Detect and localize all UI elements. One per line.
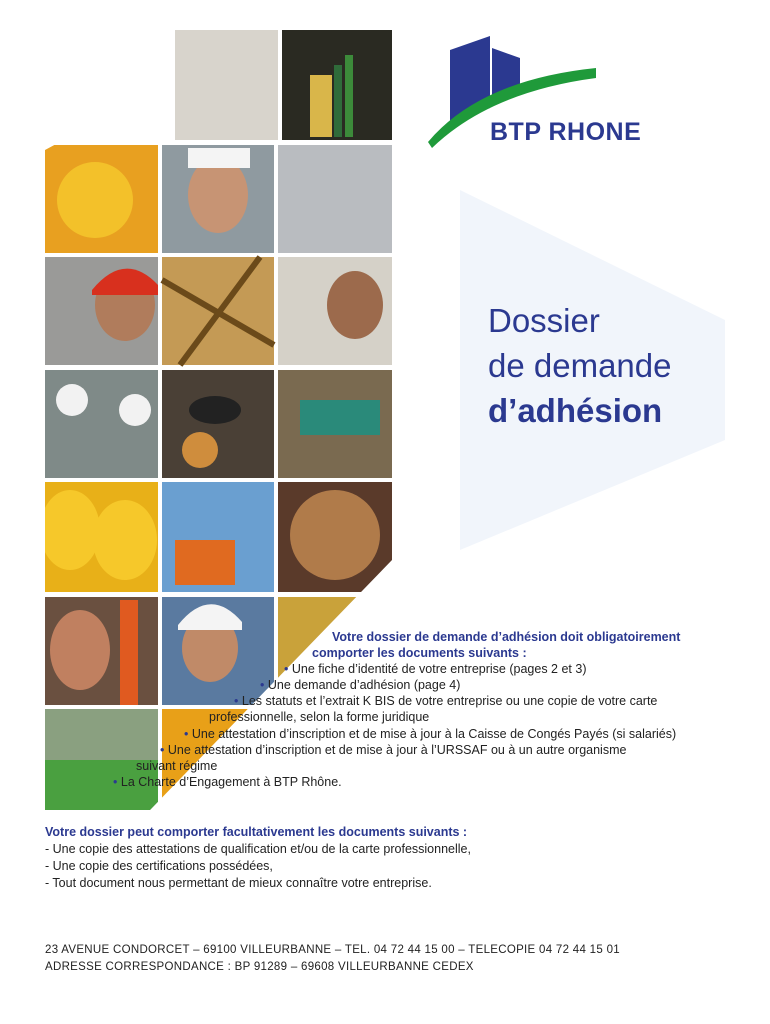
address-line-1: 23 AVENUE CONDORCET – 69100 VILLEURBANNE – TEL. 04 72 44 15 00 – TELECOPIE 04 72 44 15 01 [45,944,620,956]
required-item: • La Charte d’Engagement à BTP Rhône. [113,775,342,789]
required-item: • Une fiche d’identité de votre entreprise (pages 2 et 3) [284,662,587,676]
required-item-continued: suivant régime [136,759,218,773]
page-title [488,298,671,433]
required-heading-1: Votre dossier de demande d’adhésion doit obligatoirement [332,630,681,644]
required-item: • Une attestation d’inscription et de mise à jour à l’URSSAF ou à un autre organisme [160,743,627,757]
welder-photo [162,370,274,478]
required-heading-2: comporter les documents suivants : [312,646,527,660]
optional-heading: Votre dossier peut comporter facultativement les documents suivants : [45,825,468,839]
title-line-1: Dossier [488,302,600,339]
optional-item: - Une copie des certifications possédées, [45,859,273,873]
optional-item: - Tout document nous permettant de mieux connaître votre entreprise. [45,876,432,890]
optional-item: - Une copie des attestations de qualification et/ou de la carte professionnelle, [45,842,471,856]
address-line-2: ADRESSE CORRESPONDANCE : BP 91289 – 69608 VILLEURBANNE CEDEX [45,961,474,973]
required-item-continued: professionnelle, selon la forme juridique [209,710,430,724]
required-item: • Une demande d’adhésion (page 4) [260,678,461,692]
brand-name: BTP RHONE [490,118,642,146]
construction-worker-photo [175,30,278,140]
address-footer [45,942,620,976]
title-line-2: de demande [488,347,672,384]
building-frame-photo [278,145,392,253]
optional-documents [45,824,471,892]
required-item: • Une attestation d’inscription et de mise à jour à la Caisse de Congés Payés (si salariés) [184,727,677,741]
required-item: • Les statuts et l’extrait K BIS de votre entreprise ou une copie de votre carte [234,694,658,708]
title-line-3: d’adhésion [488,392,663,429]
